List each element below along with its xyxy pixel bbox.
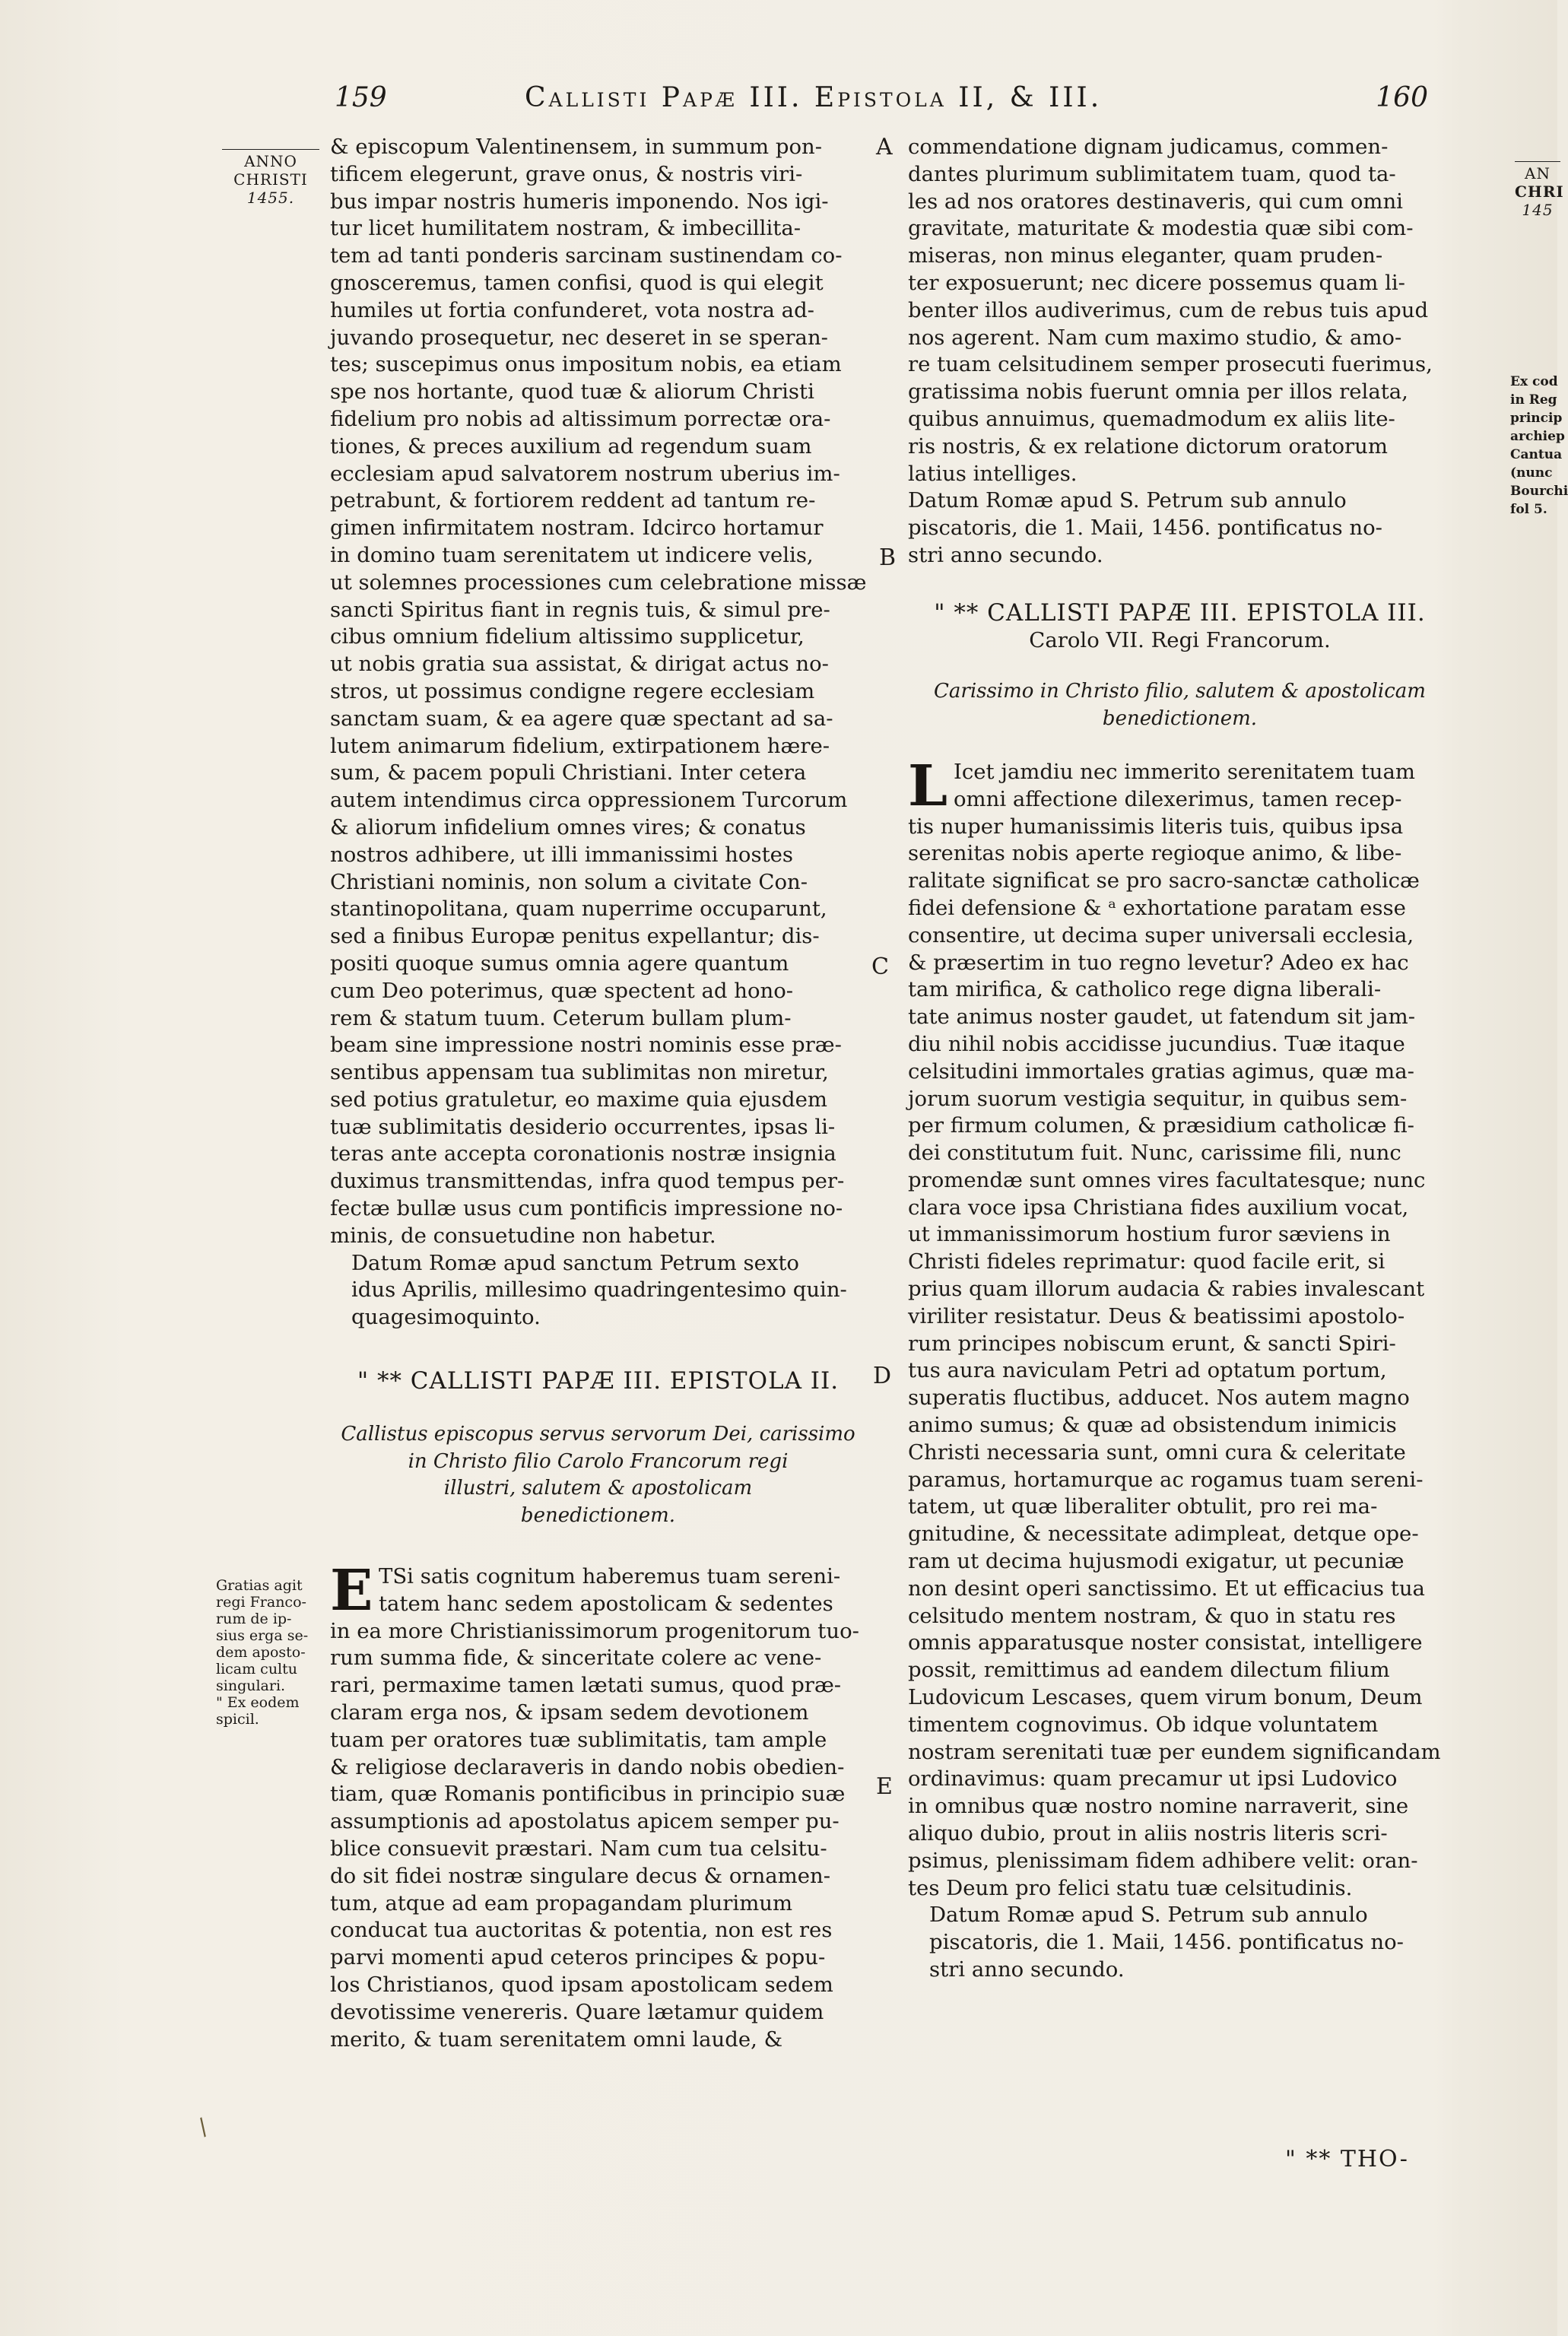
margin-note-line: licam cultu [216, 1661, 298, 1677]
salutation-line: in Christo filio Carolo Francorum regi [408, 1449, 789, 1473]
text-line: gratissima nobis fuerunt omnia per illos relata, [908, 379, 1408, 405]
section-marker-c: C [871, 954, 889, 980]
text-line: ut immanissimorum hostium furor sæviens in [908, 1222, 1391, 1247]
text-line: ordinavimus: quam precamur ut ipsi Ludovico [908, 1766, 1398, 1792]
text-line: tatem, ut quæ liberaliter obtulit, pro rei ma- [908, 1494, 1378, 1519]
text-line: Icet jamdiu nec immerito serenitatem tuam [954, 759, 1415, 784]
text-line: celsitudo mentem nostram, & quo in statu res [908, 1603, 1396, 1628]
section-marker-b: B [879, 544, 897, 571]
text-line: ecclesiam apud salvatorem nostrum uberius im- [330, 461, 840, 486]
letter2-body [330, 1558, 866, 2053]
text-line: tate animus noster gaudet, ut fatendum sit jam- [908, 1005, 1416, 1030]
left-margin-note [216, 1577, 308, 1728]
text-line: gnitudine, & necessitate adimpleat, detque ope- [908, 1522, 1419, 1547]
text-line: Christi necessaria sunt, omni cura & celeritate [908, 1439, 1406, 1465]
text-line: sed potius gratuletur, eo maxime quia ejusdem [330, 1087, 827, 1112]
text-line: rari, permaxime tamen lætati sumus, quod præ- [330, 1673, 842, 1698]
text-line: autem intendimus circa oppressionem Turcorum [330, 788, 848, 813]
spacer [330, 1530, 866, 1563]
salutation-line: Callistus episcopus servus servorum Dei, carissimo [341, 1422, 855, 1446]
anno-christi-left [222, 149, 319, 207]
dateline-line: piscatoris, die 1. Maii, 1456. pontificatus no- [908, 516, 1382, 541]
adjacent-page-strip [1452, 0, 1568, 2336]
text-line: merito, & tuam serenitatem omni laude, & [330, 2027, 783, 2052]
text-line: ram ut decima hujusmodi exigatur, ut pecuniæ [908, 1549, 1405, 1574]
text-line: clara voce ipsa Christiana fides auxilium vocat, [908, 1195, 1409, 1220]
text-line: humiles ut fortia confunderet, vota nostra ad- [330, 297, 814, 322]
margin-note-line: princip [1510, 411, 1563, 426]
text-line: & religiose declaraveris in dando nobis obedien- [330, 1754, 845, 1779]
text-line: tiam, quæ Romanis pontificibus in principio suæ [330, 1782, 846, 1807]
text-line: tes Deum pro felici statu tuæ celsitudinis. [908, 1875, 1353, 1900]
salutation-line: illustri, salutem & apostolicam [443, 1477, 753, 1500]
text-line: petrabunt, & fortiorem reddent ad tantum re- [330, 488, 816, 513]
anno-label: AN [1525, 164, 1551, 182]
text-line: in omnibus quæ nostro nomine narraverit, sine [908, 1794, 1409, 1819]
dateline-line: quagesimoquinto. [351, 1305, 541, 1330]
text-line: nostram serenitati tuæ per eundem significandam [908, 1739, 1441, 1764]
text-line: tuam per oratores tuæ sublimitatis, tam ample [330, 1727, 827, 1752]
text-line: in domino tuam serenitatem ut indicere velis, [330, 542, 814, 567]
text-line: sed a finibus Europæ penitus expellantur; dis- [330, 924, 820, 949]
margin-note-line: rum de ip- [216, 1611, 292, 1627]
dateline-line: Datum Romæ apud S. Petrum sub annulo [929, 1903, 1368, 1928]
text-line: promendæ sunt omnes vires facultatesque; nunc [908, 1167, 1426, 1192]
text-line: lutem animarum fidelium, extirpationem hære- [330, 733, 830, 758]
text-line: minis, de consuetudine non habetur. [330, 1223, 716, 1248]
anno-rule [222, 149, 319, 150]
letter1-dateline [330, 1250, 866, 1331]
text-line: tur licet humilitatem nostram, & imbecillita- [330, 216, 801, 241]
spacer [908, 654, 1452, 678]
text-line: & aliorum infidelium omnes vires; & conatus [330, 814, 806, 840]
spacer [908, 570, 1452, 600]
text-line: tiones, & preces auxilium ad regendum suam [330, 433, 812, 459]
margin-note-line: Gratias agit [216, 1577, 303, 1594]
margin-note-line: " Ex eodem [216, 1694, 300, 1711]
text-line: ut solemnes processiones cum celebratione missæ [330, 570, 867, 595]
text-line: viriliter resistatur. Deus & beatissimi apostolo- [908, 1303, 1405, 1328]
text-line: tem ad tanti ponderis sarcinam sustinendam co- [330, 243, 843, 268]
page-number-right: 160 [1376, 82, 1428, 113]
text-line: tuæ sublimitatis desiderio occurrentes, ipsas li- [330, 1114, 836, 1139]
running-title: Callisti Papæ III. Epistola II, & III. [525, 82, 1103, 113]
dateline-line: idus Aprilis, millesimo quadringentesimo quin- [351, 1278, 847, 1303]
adjacent-source-note [1510, 373, 1568, 519]
text-line: & præsertim in tuo regno levetur? Adeo ex hac [908, 950, 1409, 975]
text-line: sum, & pacem populi Christiani. Inter cetera [330, 760, 807, 786]
letter3-dateline [908, 1902, 1452, 1983]
margin-note-line: spicil. [216, 1711, 259, 1728]
text-line: Christi fideles reprimatur: quod facile erit, si [908, 1249, 1385, 1274]
text-line: omni affectione dilexerimus, tamen recep- [954, 786, 1402, 811]
text-line: parvi momenti apud ceteros principes & popu- [330, 1945, 826, 1970]
text-line: fidelium pro nobis ad altissimum porrectæ ora- [330, 406, 831, 431]
anno-rule [1515, 161, 1560, 162]
letter2-heading: " ** CALLISTI PAPÆ III. EPISTOLA II. [357, 1367, 840, 1395]
text-line: psimus, plenissimam fidem adhibere velit: oran- [908, 1848, 1418, 1873]
text-line: quibus annuimus, quemadmodum ex aliis lite- [908, 406, 1395, 431]
anno-year: 1455. [246, 189, 295, 207]
text-line: juvando prosequetur, nec deseret in se speran- [330, 325, 828, 350]
text-line: nostros adhibere, ut illi immanissimi hostes [330, 842, 794, 867]
anno-label: ANNO [244, 152, 297, 170]
running-header [335, 82, 1445, 128]
right-column [908, 134, 1452, 1984]
text-line: positi quoque sumus omnia agere quantum [330, 951, 789, 976]
text-line: sanctam suam, & ea agere quæ spectant ad sa- [330, 706, 833, 731]
text-line: bus impar nostris humeris imponendo. Nos igi- [330, 189, 829, 214]
text-line: conducat tua auctoritas & potentia, non est res [330, 1918, 833, 1943]
margin-note-line: Ex cod [1510, 374, 1558, 389]
salutation-line: benedictionem. [1102, 707, 1258, 731]
catchword: " ** THO- [1285, 2146, 1409, 2173]
section-marker-e: E [876, 1773, 893, 1800]
letter3-body [908, 753, 1452, 1902]
margin-note-line: Bourchi [1510, 484, 1568, 499]
anno-year: 145 [1522, 201, 1554, 219]
salutation-line: Carissimo in Christo filio, salutem & apostolicam [934, 680, 1426, 703]
text-line: rum principes nobiscum erunt, & sancti Spiri- [908, 1331, 1396, 1356]
dateline-line: stri anno secundo. [929, 1957, 1125, 1982]
letter3-text [908, 753, 1452, 1902]
text-line: stros, ut possimus condigne regere ecclesiam [330, 678, 815, 703]
text-line: Ludovicum Lescases, quem virum bonum, Deum [908, 1685, 1423, 1710]
salutation-line: benedictionem. [520, 1504, 676, 1528]
text-line: diu nihil nobis accidisse jucundius. Tuæ itaque [908, 1031, 1405, 1056]
spacer [908, 733, 1452, 759]
text-line: dantes plurimum sublimitatem tuam, quod ta- [908, 161, 1396, 186]
letter2-text [330, 1558, 866, 2053]
margin-note-line: regi Franco- [216, 1594, 306, 1611]
section-marker-a: A [876, 134, 893, 160]
text-line: sancti Spiritus fiant in regnis tuis, & simul pre- [330, 597, 830, 622]
text-line: cibus omnium fidelium altissimo supplicetur, [330, 624, 805, 649]
text-line: tes; suscepimus onus impositum nobis, ea etiam [330, 352, 842, 377]
text-line: per firmum columen, & præsidium catholicæ fi- [908, 1113, 1414, 1138]
text-line: dei constitutum fuit. Nunc, carissime fili, nunc [908, 1141, 1401, 1166]
text-line: tificem elegerunt, grave onus, & nostris viri- [330, 161, 803, 186]
spacer [330, 1331, 866, 1368]
text-line: latius intelliges. [908, 461, 1078, 486]
text-line: benter illos audiverimus, cum de rebus tuis apud [908, 297, 1429, 322]
text-line: teras ante accepta coronationis nostræ insignia [330, 1141, 836, 1166]
text-line: fidei defensione & ᵃ exhortatione paratam esse [908, 895, 1406, 920]
spacer [330, 1395, 866, 1421]
adjacent-anno [1515, 161, 1564, 219]
text-line: los Christianos, quod ipsam apostolicam sedem [330, 1973, 833, 1997]
text-line: gravitate, maturitate & modestia quæ sibi com- [908, 216, 1414, 241]
text-line: ralitate significat se pro sacro-sanctæ catholicæ [908, 868, 1420, 893]
letter2-continuation [908, 134, 1452, 487]
text-line: consentire, ut decima super universali ecclesia, [908, 922, 1414, 947]
dateline-line: stri anno secundo. [908, 542, 1103, 567]
margin-note-line: Cantua [1510, 447, 1563, 462]
margin-note-line: sius erga se- [216, 1627, 309, 1644]
text-line: do sit fidei nostræ singulare decus & ornamen- [330, 1863, 831, 1888]
text-line: possit, remittimus ad eandem dilectum filium [908, 1658, 1390, 1683]
text-line: miseras, non minus eleganter, quam pruden- [908, 243, 1383, 268]
text-line: duximus transmittendas, infra quod tempus per- [330, 1169, 845, 1194]
margin-note-line: dem aposto- [216, 1644, 306, 1661]
text-line: blice consuevit præstari. Nam cum tua celsitu- [330, 1836, 827, 1862]
letter3-heading: " ** CALLISTI PAPÆ III. EPISTOLA III. [934, 598, 1426, 627]
text-line: fectæ bullæ usus cum pontificis impressione no- [330, 1196, 843, 1221]
dateline-line: Datum Romæ apud S. Petrum sub annulo [908, 488, 1347, 513]
text-line: tatem hanc sedem apostolicam & sedentes [379, 1591, 833, 1616]
text-line: in ea more Christianissimorum progenitorum tuo- [330, 1618, 859, 1643]
text-line: re tuam celsitudinem semper prosecuti fuerimus, [908, 352, 1433, 377]
text-line: les ad nos oratores destinaveris, qui cum omni [908, 189, 1403, 214]
drop-cap: E [330, 1558, 373, 1624]
text-line: spe nos hortante, quod tuæ & aliorum Christi [330, 379, 814, 405]
text-line: omnis apparatusque noster consistat, intelligere [908, 1630, 1423, 1655]
letter1-continuation [330, 134, 866, 1250]
text-line: commendatione dignam judicamus, commen- [908, 135, 1389, 159]
page-number-left: 159 [335, 82, 387, 113]
text-line: rem & statum tuum. Ceterum bullam plum- [330, 1005, 792, 1030]
text-line: superatis fluctibus, adducet. Nos autem magno [908, 1385, 1410, 1411]
margin-note-line: archiep [1510, 429, 1565, 444]
text-line: tum, atque ad eam propagandam plurimum [330, 1890, 793, 1915]
text-line: stantinopolitana, quam nuperrime occuparunt, [330, 897, 827, 922]
text-line: timentem cognovimus. Ob idque voluntatem [908, 1712, 1379, 1737]
text-line: assumptionis ad apostolatus apicem semper pu- [330, 1809, 840, 1834]
text-line: animo sumus; & quæ ad obsistendum inimicis [908, 1413, 1397, 1438]
letter3-salutation [908, 678, 1452, 733]
letter3-subheading: Carolo VII. Regi Francorum. [1029, 627, 1331, 652]
text-line: rum summa fide, & sinceritate colere ac vene- [330, 1646, 822, 1671]
anno-label: CHRISTI [233, 170, 308, 189]
text-line: Christiani nominis, non solum a civitate Con- [330, 869, 808, 894]
text-line: beam sine impressione nostri nominis esse præ- [330, 1033, 842, 1058]
margin-note-line: in Reg [1510, 392, 1557, 408]
text-line: ter exposuerunt; nec dicere possemus quam li- [908, 270, 1405, 295]
letter2-salutation [330, 1421, 866, 1530]
text-line: ut nobis gratia sua assistat, & dirigat actus no- [330, 652, 829, 677]
text-line: jorum suorum vestigia sequitur, in quibus sem- [908, 1086, 1408, 1111]
text-line: paramus, hortamurque ac rogamus tuam sereni- [908, 1467, 1424, 1492]
dateline-line: Datum Romæ apud sanctum Petrum sexto [351, 1250, 799, 1275]
text-line: prius quam illorum audacia & rabies invalescant [908, 1277, 1425, 1302]
letter2-dateline [908, 487, 1452, 569]
text-line: serenitas nobis aperte regioque animo, & libe- [908, 841, 1402, 866]
pencil-tick-mark: / [192, 2113, 214, 2141]
text-line: claram erga nos, & ipsam sedem devotionem [330, 1700, 809, 1725]
drop-cap: L [908, 753, 948, 819]
anno-label: CHRI [1515, 182, 1564, 201]
text-line: gimen infirmitatem nostram. Idcirco hortamur [330, 516, 824, 541]
text-line: non desint operi sanctissimo. Et ut efficacius tua [908, 1576, 1425, 1601]
text-line: ris nostris, & ex relatione dictorum oratorum [908, 433, 1388, 459]
text-line: devotissime venereris. Quare lætamur quidem [330, 1999, 824, 2024]
text-line: TSi satis cognitum haberemus tuam sereni- [379, 1564, 841, 1589]
text-line: celsitudini immortales gratias agimus, quæ ma- [908, 1058, 1414, 1084]
left-column [330, 134, 866, 2053]
margin-note-line: fol 5. [1510, 502, 1547, 517]
text-line: cum Deo poterimus, quæ spectent ad hono- [330, 978, 794, 1003]
section-marker-d: D [873, 1363, 892, 1389]
text-line: tus aura naviculam Petri ad optatum portum, [908, 1358, 1387, 1383]
text-line: aliquo dubio, prout in aliis nostris literis scri- [908, 1821, 1388, 1846]
text-line: gnosceremus, tamen confisi, quod is qui elegit [330, 270, 824, 295]
text-line: tis nuper humanissimis literis tuis, quibus ipsa [908, 814, 1404, 839]
text-line: & episcopum Valentinensem, in summum pon- [330, 135, 823, 159]
text-line: sentibus appensam tua sublimitas non miretur, [330, 1060, 829, 1085]
margin-note-line: (nunc [1510, 465, 1553, 481]
text-line: nos agerent. Nam cum maximo studio, & amo- [908, 325, 1402, 350]
text-line: tam mirifica, & catholico rege digna liberali- [908, 977, 1382, 1002]
margin-note-line: singulari. [216, 1677, 286, 1694]
dateline-line: piscatoris, die 1. Maii, 1456. pontificatus no- [929, 1930, 1404, 1955]
